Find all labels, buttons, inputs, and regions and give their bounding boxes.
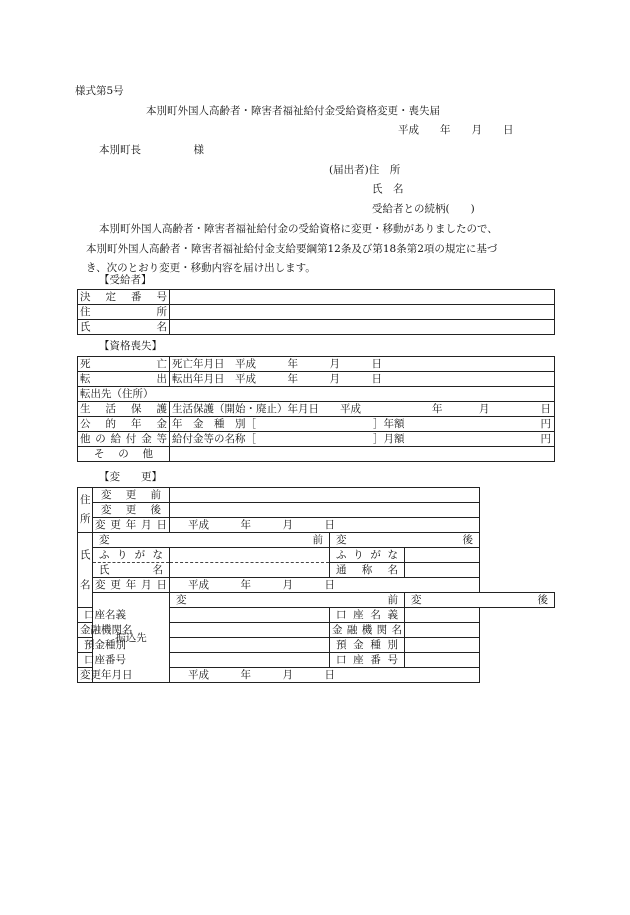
table-row — [78, 432, 555, 447]
name-after-heading: 変 後 — [330, 533, 480, 548]
furigana-before-field[interactable] — [170, 548, 330, 563]
address-change-date-label: 変更年月日 — [93, 518, 170, 533]
bank-change-date-field[interactable]: 平成 年 月 日 — [170, 668, 480, 683]
pension-kind-label: 年 金 種 別［ — [172, 417, 256, 430]
form-number: 様式第5号 — [75, 85, 124, 97]
table-row — [78, 593, 555, 608]
furigana-after-label: ふりがな — [330, 548, 405, 563]
welfare-date-field[interactable] — [170, 402, 555, 417]
pension-yen: 円 — [540, 417, 551, 430]
table-row — [78, 305, 555, 320]
pension-amount-label: ］年額 — [373, 417, 405, 430]
table-row — [78, 563, 555, 578]
pension-field[interactable] — [170, 417, 555, 432]
address-change-date-field[interactable]: 平成 年 月 日 — [170, 518, 480, 533]
name-change-date-field[interactable]: 平成 年 月 日 — [170, 578, 480, 593]
table-row — [78, 447, 555, 462]
body-line-1: 本別町外国人高齢者・障害者福祉給付金の受給資格に変更・移動がありましたので、 — [99, 223, 498, 235]
institution-after-field[interactable] — [405, 623, 480, 638]
recipient-name-label: 氏名 — [78, 320, 170, 335]
welfare-year: 年 — [432, 402, 443, 415]
bank-change-vlabel: 振込先 — [93, 593, 170, 683]
account-no-before-field[interactable] — [170, 653, 330, 668]
moveout-destination-field[interactable] — [78, 387, 555, 402]
address-change-vlabel: 住所 — [78, 488, 93, 533]
holder-before-field[interactable] — [170, 608, 330, 623]
deposit-type-after-field[interactable] — [405, 638, 480, 653]
body-line-3: き、次のとおり変更・移動内容を届け出します。 — [86, 262, 316, 274]
death-date-field[interactable]: 死亡年月日 平成 年 月 日 — [170, 357, 555, 372]
deposit-type-before-field[interactable] — [170, 638, 330, 653]
applicant-name-label: 氏 名 — [372, 183, 404, 195]
furigana-after-field[interactable] — [405, 548, 480, 563]
welfare-month: 月 — [479, 402, 490, 415]
account-no-before-label: 口座番号 — [78, 653, 93, 668]
table-row — [78, 533, 555, 548]
table-row — [78, 503, 555, 518]
applicant-address-label: (届出者)住 所 — [329, 164, 401, 176]
institution-before-field[interactable] — [170, 623, 330, 638]
decision-number-label: 決定番号 — [78, 290, 170, 305]
deposit-type-after-label: 預金種別 — [330, 638, 405, 653]
bank-after-heading: 変 後 — [405, 593, 555, 608]
deposit-type-before-label: 預金種別 — [78, 638, 93, 653]
other-benefit-label: 他の給付金等 — [78, 432, 170, 447]
institution-before-label: 金融機関名 — [78, 623, 93, 638]
moveout-date-field[interactable]: 転出年月日 平成 年 月 日 — [170, 372, 555, 387]
relation-label: 受給者との続柄( ) — [372, 203, 475, 215]
table-row — [78, 578, 555, 593]
recipient-table — [77, 289, 555, 335]
recipient-address-label: 住所 — [78, 305, 170, 320]
table-row — [78, 290, 555, 305]
furigana-before-label: ふりがな — [93, 548, 170, 563]
table-row — [78, 488, 555, 503]
recipient-name-field[interactable] — [170, 320, 555, 335]
table-row — [78, 417, 555, 432]
table-row — [78, 372, 555, 387]
other-benefit-field[interactable] — [170, 432, 555, 447]
change-table — [77, 487, 555, 683]
addressee: 本別町長 様 — [99, 144, 204, 156]
pension-label: 公的年金 — [78, 417, 170, 432]
alias-field[interactable] — [405, 563, 480, 578]
institution-after-label: 金融機関名 — [330, 623, 405, 638]
name-change-date-label: 変更年月日 — [93, 578, 170, 593]
welfare-date-text: 生活保護（開始・廃止）年月日 平成 — [172, 402, 361, 415]
moveout-label: 転出 — [78, 372, 170, 387]
decision-number-field[interactable] — [170, 290, 555, 305]
death-label: 死亡 — [78, 357, 170, 372]
body-line-2: 本別町外国人高齢者・障害者福祉給付金支給要綱第12条及び第18条第2項の規定に基づ — [86, 243, 498, 255]
name-before-label: 氏名 — [93, 563, 170, 578]
alias-label: 通称名 — [330, 563, 405, 578]
other-benefit-yen: 円 — [540, 432, 551, 445]
other-benefit-amount-label: ］月額 — [373, 432, 405, 445]
bank-before-heading: 変 前 — [170, 593, 405, 608]
name-change-vlabel: 氏名 — [78, 533, 93, 608]
account-no-after-label: 口座番号 — [330, 653, 405, 668]
table-row — [78, 402, 555, 417]
table-row — [78, 320, 555, 335]
recipient-address-field[interactable] — [170, 305, 555, 320]
address-before-label: 変更前 — [93, 488, 170, 503]
form-title: 本別町外国人高齢者・障害者福祉給付金受給資格変更・喪失届 — [146, 105, 440, 117]
misc-label: その他 — [78, 447, 170, 462]
table-row — [78, 548, 555, 563]
welfare-day: 日 — [540, 402, 551, 415]
name-before-heading: 変 前 — [93, 533, 330, 548]
welfare-label: 生活保護 — [78, 402, 170, 417]
moveout-destination-label: 転出先（住所） — [80, 387, 154, 400]
name-before-field[interactable] — [170, 563, 330, 578]
address-before-field[interactable] — [170, 488, 480, 503]
address-after-label: 変更後 — [93, 503, 170, 518]
loss-table — [77, 356, 555, 462]
holder-before-label: 口座名義 — [78, 608, 93, 623]
other-benefit-kind-label: 給付金等の名称［ — [172, 432, 256, 445]
bank-change-date-label: 変更年月日 — [78, 668, 93, 683]
address-after-field[interactable] — [170, 503, 480, 518]
table-row — [78, 387, 555, 402]
holder-after-field[interactable] — [405, 608, 480, 623]
holder-after-label: 口座名義 — [330, 608, 405, 623]
change-header: 【変 更】 — [99, 471, 162, 483]
recipient-header: 【受給者】 — [99, 274, 152, 286]
loss-header: 【資格喪失】 — [99, 340, 162, 352]
table-row — [78, 357, 555, 372]
misc-field[interactable] — [170, 447, 555, 462]
table-row — [78, 518, 555, 533]
date-line: 平成 年 月 日 — [398, 124, 514, 136]
account-no-after-field[interactable] — [405, 653, 480, 668]
